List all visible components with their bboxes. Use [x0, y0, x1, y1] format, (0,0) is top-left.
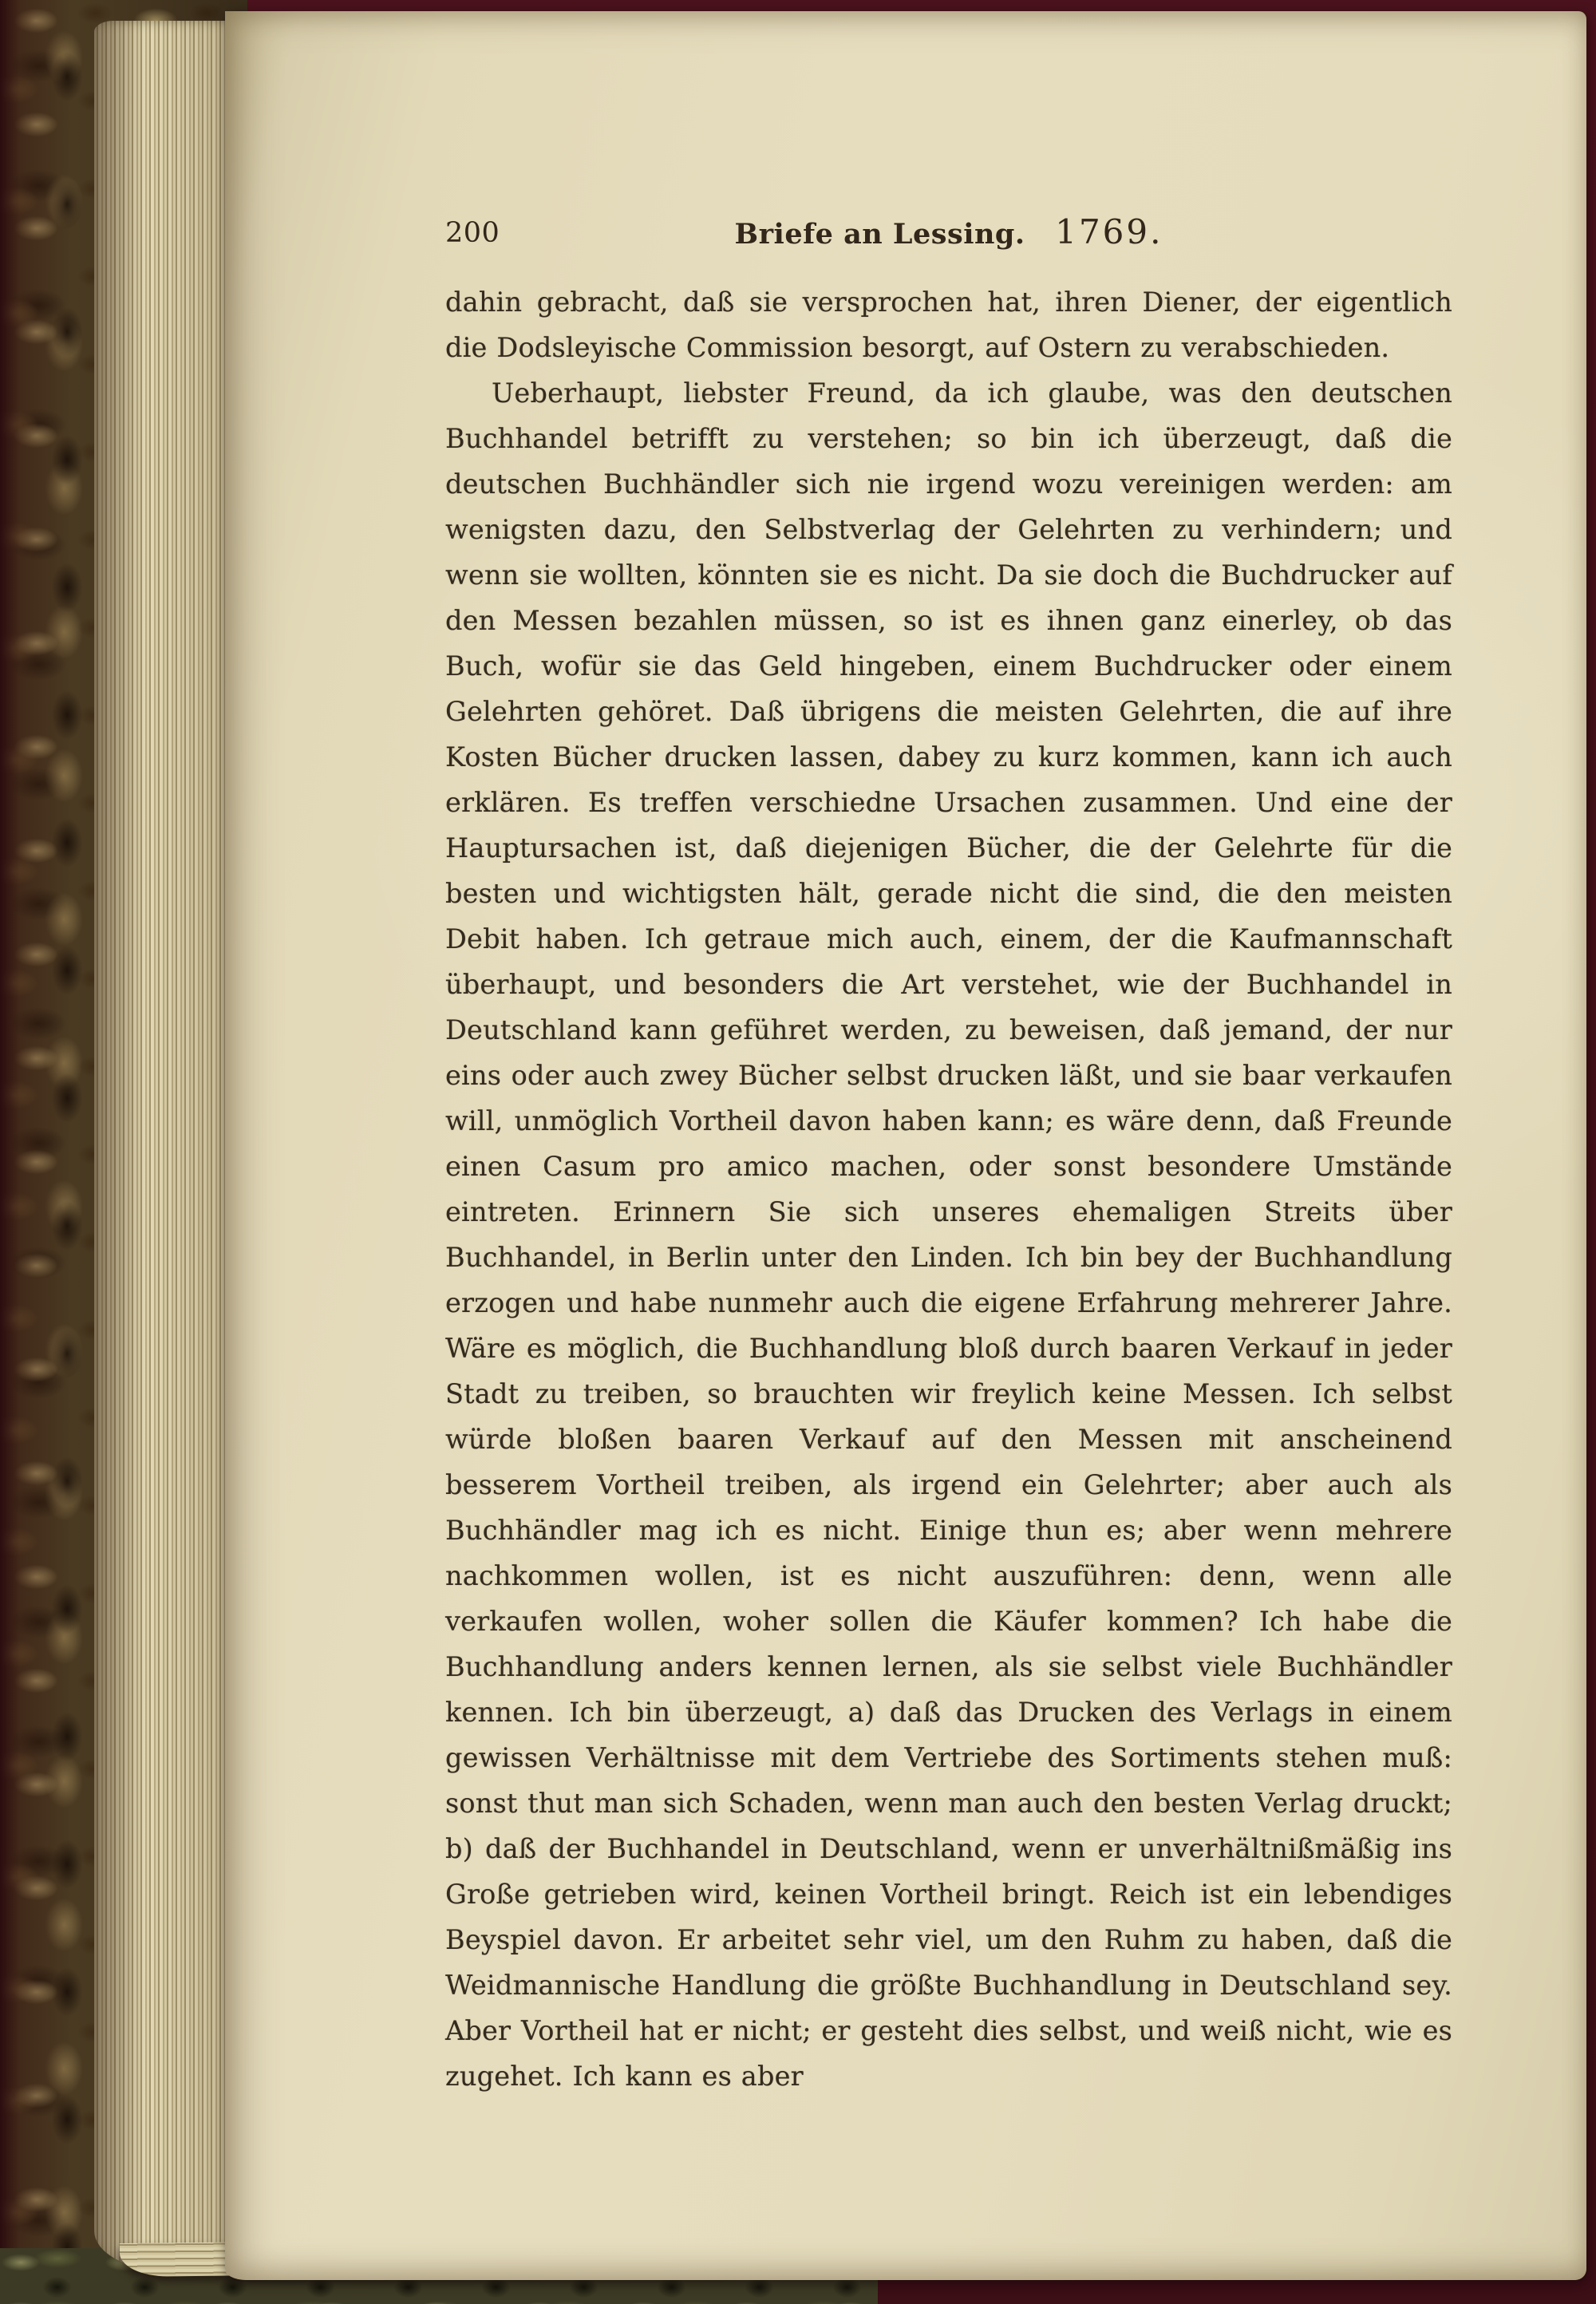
body-text: [445, 279, 1452, 2099]
body-paragraph-continuation: dahin gebracht, daß sie versprochen hat, ihren Diener, der eigentlich die Dodsleyische Commission besorgt, auf Ostern zu verabschieden.: [445, 287, 1452, 363]
running-head-center: [445, 212, 1452, 251]
running-head-year: 1769.: [1055, 212, 1163, 251]
running-title: Briefe an Lessing.: [734, 218, 1025, 251]
book-page: [225, 11, 1586, 2280]
body-paragraph-main: Ueberhaupt, liebster Freund, da ich glaube, was den deutschen Buchhandel betrifft zu verstehen; so bin ich überzeugt, daß die deutschen Buchhändler sich nie irgend wozu vereinigen werden: am wenigsten dazu, den Selbstverlag der Gelehrten zu verhindern; und wenn sie wollten, könnten sie es nicht. Da sie doch die Buchdrucker auf den Messen bezahlen müssen, so ist es ihnen ganz einerley, ob das Buch, wofür sie das Geld hingeben, einem Buchdrucker oder einem Gelehrten gehöret. Daß übrigens die meisten Gelehrten, die auf ihre Kosten Bücher drucken lassen, dabey zu kurz kommen, kann ich auch erklären. Es treffen verschiedne Ursachen zusammen. Und eine der Hauptursachen ist, daß diejenigen Bücher, die der Gelehrte für die besten und wichtigsten hält, gerade nicht die sind, die den meisten Debit haben. Ich getraue mich auch, einem, der die Kaufmannschaft überhaupt, und besonders die Art verstehet, wie der Buchhandel in Deutschland kann geführet werden, zu beweisen, daß jemand, der nur eins oder auch zwey Bücher selbst drucken läßt, und sie baar verkaufen will, unmöglich Vortheil davon haben kann; es wäre denn, daß Freunde einen Casum pro amico machen, oder sonst besondere Umstände eintreten. Erinnern Sie sich unseres ehemaligen Streits über Buchhandel, in Berlin unter den Linden. Ich bin bey der Buchhandlung erzogen und habe nunmehr auch die eigene Erfahrung mehrerer Jahre. Wäre es möglich, die Buchhandlung bloß durch baaren Verkauf in jeder Stadt zu treiben, so brauchten wir freylich keine Messen. Ich selbst würde bloßen baaren Verkauf auf den Messen mit anscheinend besserem Vortheil treiben, als irgend ein Gelehrter; aber auch als Buchhändler mag ich es nicht. Einige thun es; aber wenn mehrere nachkommen wollen, ist es nicht auszuführen: denn, wenn alle verkaufen wollen, woher sollen die Käufer kommen? Ich habe die Buchhandlung anders kennen lernen, als sie selbst viele Buchhändler kennen. Ich bin überzeugt, a) daß das Drucken des Verlags in einem gewissen Verhältnisse mit dem Vertriebe des Sortiments stehen muß: sonst thut man sich Schaden, wenn man auch den besten Verlag druckt; b) daß der Buchhandel in Deutschland, wenn er unverhältnißmäßig ins Große getrieben wird, keinen Vortheil bringt. Reich ist ein lebendiges Beyspiel davon. Er arbeitet sehr viel, um den Ruhm zu haben, daß die Weidmannische Handlung die größte Buchhandlung in Deutschland sey. Aber Vortheil hat er nicht; er gesteht dies selbst, und weiß nicht, wie es zugehet. Ich kann es aber: [445, 377, 1452, 2092]
page-content-area: [225, 11, 1586, 2280]
page-fore-edges: [94, 21, 242, 2270]
running-head: [445, 212, 1452, 257]
page-number: 200: [445, 217, 500, 249]
